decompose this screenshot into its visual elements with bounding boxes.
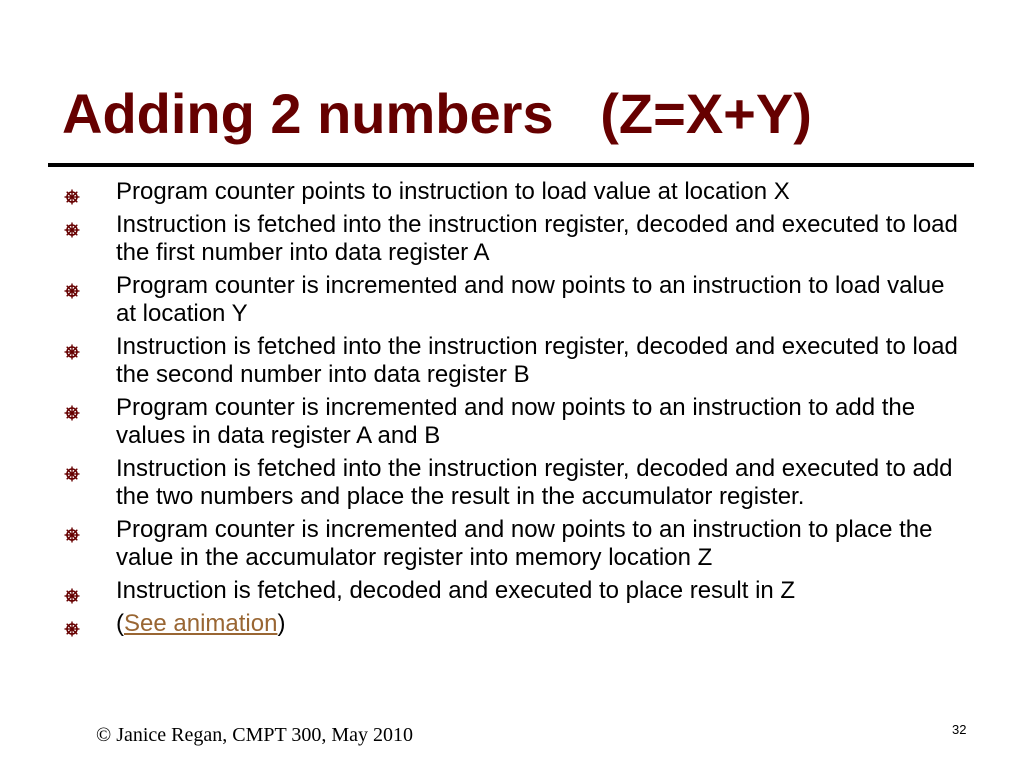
open-paren: ( [116, 610, 124, 637]
wheel-bullet-icon [64, 339, 80, 355]
bullet-text: Program counter is incremented and now points to an instruction to add the values in data register A and B [116, 394, 916, 449]
bullet-text: Program counter is incremented and now points to an instruction to load value at location Y [116, 272, 945, 327]
list-item [60, 394, 970, 450]
wheel-bullet-icon [64, 583, 80, 599]
bullet-text: Program counter points to instruction to load value at location X [116, 178, 790, 205]
list-item [60, 333, 970, 389]
bullet-text: Instruction is fetched into the instruction register, decoded and executed to add the two numbers and place the result in the accumulator register. [116, 455, 953, 510]
wheel-bullet-icon [64, 461, 80, 477]
wheel-bullet-icon [64, 616, 80, 632]
see-animation-link[interactable]: See animation [124, 610, 278, 637]
wheel-bullet-icon [64, 278, 80, 294]
list-item [60, 577, 970, 605]
list-item [60, 610, 970, 638]
slide-title: Adding 2 numbers (Z=X+Y) [62, 82, 812, 145]
close-paren: ) [277, 610, 286, 637]
wheel-bullet-icon [64, 400, 80, 416]
list-item [60, 272, 970, 328]
bullet-text: Program counter is incremented and now points to an instruction to place the value in the accumulator register into memory location Z [116, 516, 933, 571]
wheel-bullet-icon [64, 522, 80, 538]
list-item [60, 516, 970, 572]
list-item [60, 178, 970, 206]
bullet-text: Instruction is fetched into the instruction register, decoded and executed to load the first number into data register A [116, 211, 958, 266]
bullet-list [60, 178, 970, 643]
wheel-bullet-icon [64, 217, 80, 233]
bullet-text: Instruction is fetched into the instruction register, decoded and executed to load the second number into data register B [116, 333, 958, 388]
title-divider [48, 163, 974, 167]
list-item [60, 211, 970, 267]
bullet-text: Instruction is fetched, decoded and executed to place result in Z [116, 577, 796, 604]
page-number: 32 [952, 722, 967, 737]
footer-copyright: © Janice Regan, CMPT 300, May 2010 [96, 724, 414, 746]
wheel-bullet-icon [64, 184, 80, 200]
list-item [60, 455, 970, 511]
